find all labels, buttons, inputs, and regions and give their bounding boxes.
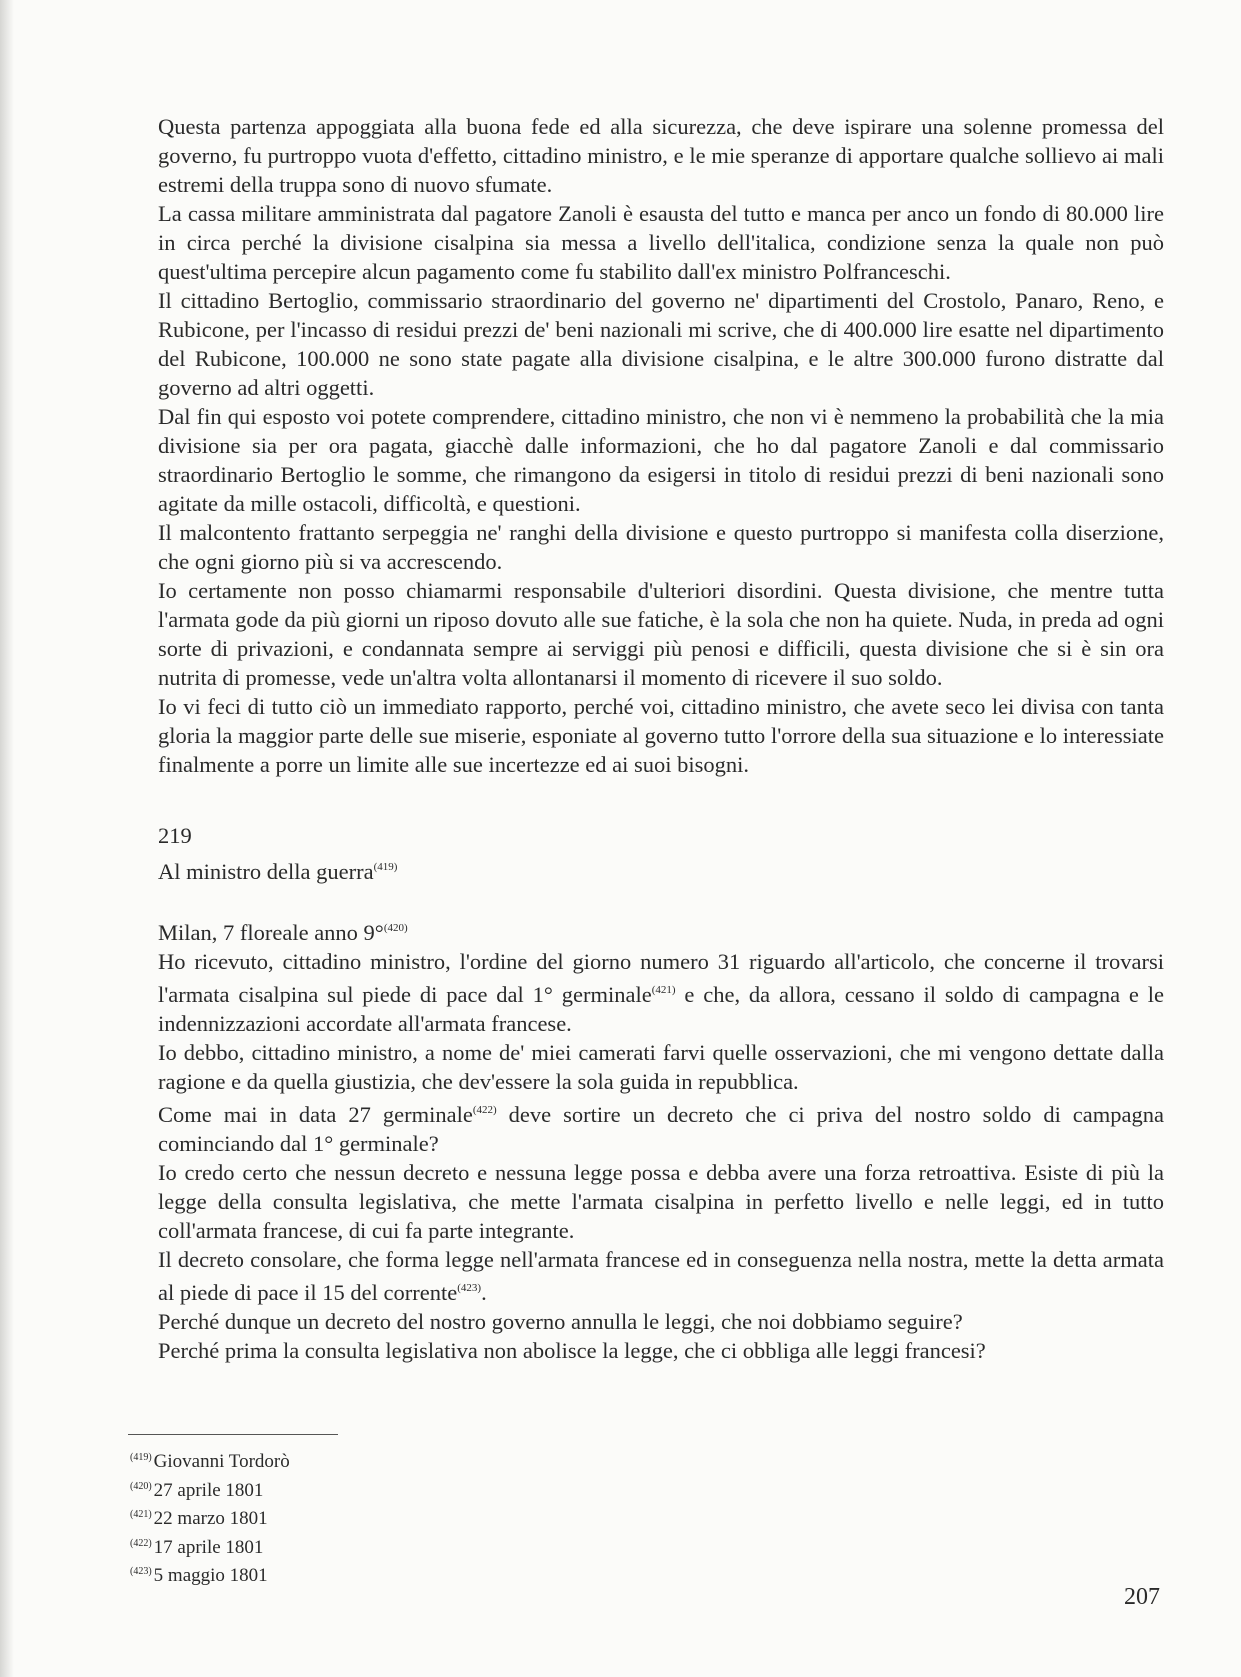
footnote: $^{(419)}$ Giovanni Tordorò (130, 1451, 290, 1472)
footnote-mark: (419) (130, 1452, 152, 1463)
paragraph: Dal fin qui esposto voi potete comprendere, cittadino ministro, che non vi è nemmeno la probabilità che la mia divisione sia per ora pagata, giacchè dalle informazioni, che ho dal pagatore Zanoli e dal commissario straordinario Bertoglio le somme, che rimangono da esigersi in titolo di residui prezzi di beni nazionali sono agitate da mille ostacoli, difficoltà, e questioni. (158, 404, 1164, 516)
paragraph: Come mai in data 27 germinale$^{(422)}$ deve sortire un decreto che ci priva del nostro soldo di campagna cominciando dal 1° germinale? (158, 1102, 1165, 1156)
letter-date: Milan, 7 floreale anno 9°$^{(420)}$ (158, 920, 408, 945)
letter-number: 219 (158, 823, 192, 848)
paragraph: Il cittadino Bertoglio, commissario straordinario del governo ne' dipartimenti del Crostolo, Panaro, Reno, e Rubicone, per l'incasso di residui prezzi de' beni nazionali mi scrive, che di 400.000 lire esatte nel dipartimento del Rubicone, 100.000 ne sono state pagate alla divisione cisalpina, e le altre 300.000 furono distratte dal governo ad altri oggetti. (158, 288, 1164, 400)
footnote-ref: (419) (373, 861, 398, 873)
paragraph: Io certamente non posso chiamarmi responsabile d'ulteriori disordini. Questa divisione, che mentre tutta l'armata gode da più giorni un riposo dovuto alle sue fatiche, è la sola che non ha quiete. Nuda, in preda ad ogni sorte di privazioni, e condannata sempre ai serviggi più penosi e difficili, questa divisione che si è sin ora nutrita di promesse, vede un'altra volta allontanarsi il momento di ricevere il suo soldo. (158, 578, 1164, 690)
paragraph: Io credo certo che nessun decreto e nessuna legge possa e debba avere una forza retroattiva. Esiste di più la legge della consulta legislativa, che mette l'armata cisalpina in perfetto livello e nelle leggi, ed in tutto coll'armata francese, di cui fa parte integrante. (158, 1160, 1164, 1243)
paragraph: La cassa militare amministrata dal pagatore Zanoli è esausta del tutto e manca per anco un fondo di 80.000 lire in circa perché la divisione cisalpina sia messa a livello dell'italica, condizione senza la quale non può quest'ultima percepire alcun pagamento come fu stabilito dall'ex ministro Polfranceschi. (158, 201, 1164, 284)
page-number: 207 (1124, 1584, 1160, 1610)
footnote-ref: (421) (651, 984, 676, 996)
footnotes (130, 1446, 290, 1589)
paragraph: Il malcontento frattanto serpeggia ne' ranghi della divisione e questo purtroppo si manifesta colla diserzione, che ogni giorno più si va accrescendo. (158, 520, 1164, 574)
footnote-mark: (423) (130, 1566, 152, 1577)
paragraph: Ho ricevuto, cittadino ministro, l'ordine del giorno numero 31 riguardo all'articolo, che concerne il trovarsi l'armata cisalpina sul piede di pace dal 1° germinale$^{(421)}$ e che, da allora, cessano il soldo di campagna e le indennizzazioni accordate all'armata francese. (158, 949, 1164, 1036)
footnote-mark: (421) (130, 1509, 152, 1520)
footnote-mark: (422) (130, 1537, 152, 1549)
paragraph: Perché dunque un decreto del nostro governo annulla le leggi, che noi dobbiamo seguire? (158, 1309, 963, 1334)
paragraph: Io debbo, cittadino ministro, a nome de' miei camerati farvi quelle osservazioni, che mi vengono dettate dalla ragione e da quella giustizia, che dev'essere la sola guida in repubblica. (158, 1040, 1164, 1094)
footnote-ref: (420) (383, 922, 408, 934)
footnote: $^{(423)}$ 5 maggio 1801 (130, 1565, 268, 1586)
page-gutter-shadow (0, 0, 14, 1677)
footnote: $^{(420)}$ 27 aprile 1801 (130, 1479, 264, 1501)
paragraph: Io vi feci di tutto ciò un immediato rapporto, perché voi, cittadino ministro, che avete seco lei divisa con tanta gloria la maggior parte delle sue miserie, esponiate al governo tutto l'orrore della sua situazione e lo interessiate finalmente a porre un limite alle sue incertezze ed ai suoi bisogni. (158, 694, 1164, 777)
paragraph: Perché prima la consulta legislativa non abolisce la legge, che ci obbliga alle leggi francesi? (158, 1338, 986, 1363)
footnote-mark: (420) (130, 1480, 152, 1492)
footnote-ref: (423) (457, 1282, 482, 1294)
footnote: $^{(422)}$ 17 aprile 1801 (130, 1536, 264, 1558)
footnote: $^{(421)}$ 22 marzo 1801 (130, 1508, 268, 1529)
footnote-ref: (422) (472, 1104, 497, 1116)
paragraph: Il decreto consolare, che forma legge nell'armata francese ed in conseguenza nella nostra, mette la detta armata al piede di pace il 15 del corrente$^{(423)}$. (158, 1247, 1164, 1305)
footnote-separator (128, 1434, 338, 1435)
paragraph: Questa partenza appoggiata alla buona fede ed alla sicurezza, che deve ispirare una solenne promessa del governo, fu purtroppo vuota d'effetto, cittadino ministro, e le mie speranze di apportare qualche sollievo ai mali estremi della truppa sono di nuovo sfumate. (158, 114, 1164, 197)
page-body (158, 112, 1164, 1365)
letter-recipient: Al ministro della guerra$^{(419)}$ (158, 859, 398, 884)
